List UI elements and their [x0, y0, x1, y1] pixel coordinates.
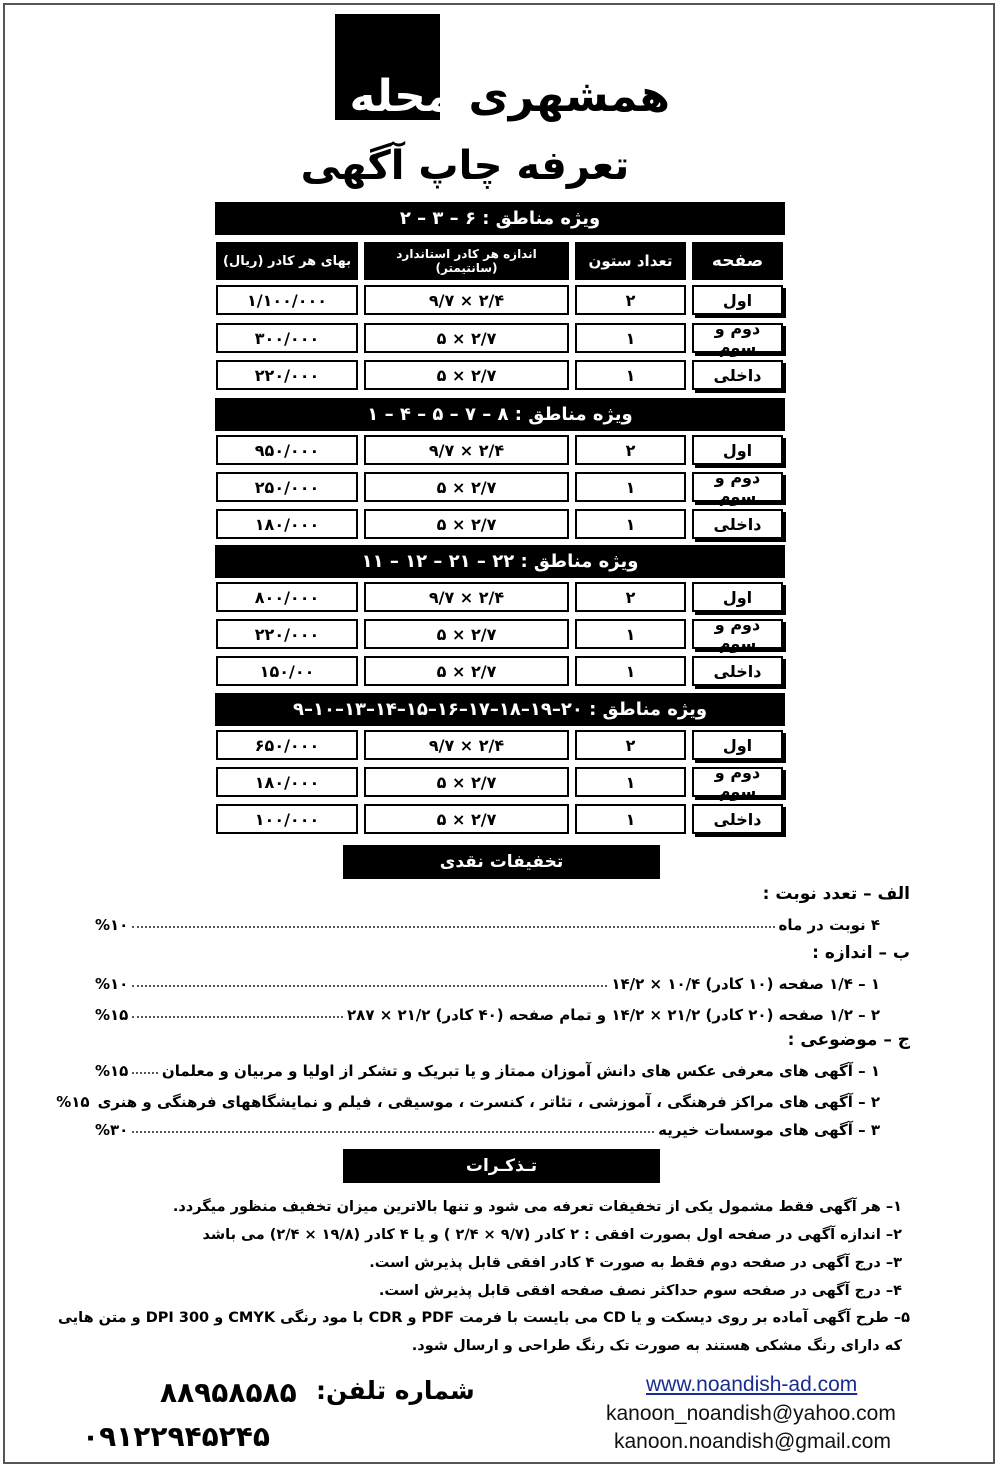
header-size-unit: (سانتیمتر) — [435, 261, 498, 275]
website-link[interactable]: www.noandish-ad.com — [646, 1373, 858, 1396]
discount-text: ۲ – ۱/۲ صفحه (۲۰ کادر) ۲۱/۲ × ۱۴/۲ و تمام صفحه (۴۰ کادر) ۲۱/۲ × ۲۸۷ — [347, 1006, 880, 1024]
cell-size: ۲/۷ × ۵ — [364, 509, 569, 539]
cell-page: داخلی — [692, 656, 783, 686]
dotted-leader — [132, 926, 774, 928]
cell-size: ۲/۷ × ۵ — [364, 360, 569, 390]
cell-page: داخلی — [692, 509, 783, 539]
cell-size: ۲/۴ × ۹/۷ — [364, 285, 569, 315]
discount-heading-b: ب – اندازه : — [812, 943, 910, 963]
note-item: ۲– اندازه آگهی در صفحه اول بصورت افقی : ۲ کادر (۹/۷ × ۲/۴ ) و یا ۴ کادر (۱۹/۸ × ۲/۴) می باشد — [202, 1227, 902, 1243]
cell-size: ۲/۷ × ۵ — [364, 619, 569, 649]
cell-price: ۲۵۰/۰۰۰ — [216, 472, 358, 502]
discount-heading-c: ج – موضوعی : — [787, 1030, 910, 1050]
phone-label: شماره تلفن: — [316, 1376, 475, 1405]
cell-columns: ۱ — [575, 509, 686, 539]
cell-size: ۲/۷ × ۵ — [364, 767, 569, 797]
cell-page: دوم و سوم — [692, 767, 783, 797]
zone-title-band: ویژه مناطق : ۲۰–۱۹–۱۸–۱۷–۱۶–۱۵–۱۴–۱۳–۱۰–۹ — [215, 693, 785, 726]
cell-size: ۲/۷ × ۵ — [364, 472, 569, 502]
discount-percent: %۱۰ — [95, 916, 129, 934]
discount-line — [95, 1113, 880, 1139]
discount-line — [95, 908, 880, 934]
zone-title-band: ویژه مناطق : ۲۲ – ۲۱ – ۱۲ – ۱۱ — [215, 545, 785, 578]
discount-percent: %۳۰ — [95, 1121, 129, 1139]
header-size-label: اندازه هر کادر استاندارد — [396, 247, 537, 261]
discount-heading-a: الف – تعدد نوبت : — [762, 884, 910, 904]
zone-title-band: ویژه مناطق : ۶ – ۳ – ۲ — [215, 202, 785, 235]
header-price-label: بهای هر کادر (ریال) — [223, 253, 351, 269]
cell-price: ۱/۱۰۰/۰۰۰ — [216, 285, 358, 315]
header-size — [364, 242, 569, 280]
discount-percent: %۱۵ — [95, 1006, 129, 1024]
page-title: تعرفه چاپ آگهی — [300, 143, 630, 189]
discount-line — [95, 1054, 880, 1080]
note-item: ۳– درج آگهی در صفحه دوم فقط به صورت ۴ کادر افقی قابل پذیرش است. — [369, 1255, 902, 1271]
discount-percent: %۱۰ — [95, 975, 129, 993]
cell-page: دوم و سوم — [692, 472, 783, 502]
cell-columns: ۲ — [575, 435, 686, 465]
note-item: ۱– هر آگهی فقط مشمول یکی از تخفیفات تعرفه می شود و تنها بالاترین میزان تخفیف منظور میگردد. — [172, 1199, 902, 1215]
cell-price: ۹۵۰/۰۰۰ — [216, 435, 358, 465]
cell-page: اول — [692, 435, 783, 465]
discount-line — [56, 1085, 880, 1111]
discount-text: ۴ نوبت در ماه — [778, 916, 880, 934]
cell-columns: ۱ — [575, 619, 686, 649]
phone-number-2[interactable]: ۰۹۱۲۲۹۴۵۲۴۵ — [82, 1420, 270, 1453]
cell-price: ۱۸۰/۰۰۰ — [216, 767, 358, 797]
cell-size: ۲/۴ × ۹/۷ — [364, 582, 569, 612]
cell-columns: ۱ — [575, 323, 686, 353]
cell-columns: ۱ — [575, 804, 686, 834]
notes-title: تـذکـرات — [343, 1149, 660, 1183]
cell-size: ۲/۷ × ۵ — [364, 804, 569, 834]
cell-page: اول — [692, 730, 783, 760]
logo-text — [335, 72, 670, 122]
dotted-leader — [132, 1131, 654, 1133]
cell-page: دوم و سوم — [692, 323, 783, 353]
header-page-label: صفحه — [711, 251, 764, 271]
cell-columns: ۱ — [575, 656, 686, 686]
cell-columns: ۲ — [575, 285, 686, 315]
cell-columns: ۱ — [575, 767, 686, 797]
discount-percent: %۱۵ — [56, 1093, 90, 1111]
cell-price: ۲۲۰/۰۰۰ — [216, 619, 358, 649]
cell-price: ۱۸۰/۰۰۰ — [216, 509, 358, 539]
logo-text-box: محله — [349, 71, 454, 122]
email-yahoo[interactable]: kanoon_noandish@yahoo.com — [606, 1402, 896, 1425]
cell-columns: ۱ — [575, 360, 686, 390]
zone-title-band: ویژه مناطق : ۸ – ۷ – ۵ – ۴ – ۱ — [215, 398, 785, 431]
header-columns — [575, 242, 686, 280]
cell-page: اول — [692, 285, 783, 315]
discount-line — [95, 998, 880, 1024]
dotted-leader — [132, 985, 607, 987]
discounts-title: تخفیفات نقدی — [343, 845, 660, 879]
cell-price: ۸۰۰/۰۰۰ — [216, 582, 358, 612]
cell-columns: ۲ — [575, 582, 686, 612]
cell-columns: ۲ — [575, 730, 686, 760]
discount-text: ۲ – آگهی های مراکز فرهنگی ، آموزشی ، تئاتر ، کنسرت ، موسیقی ، فیلم و نمایشگاههای فرهنگی و هنری — [97, 1093, 880, 1111]
dotted-leader — [132, 1016, 343, 1018]
cell-price: ۱۰۰/۰۰۰ — [216, 804, 358, 834]
dotted-leader — [132, 1072, 158, 1074]
note-item: ۴– درج آگهی در صفحه سوم حداکثر نصف صفحه افقی قابل پذیرش است. — [378, 1283, 902, 1299]
logo-text-main: همشهری — [468, 71, 670, 122]
email-gmail[interactable]: kanoon.noandish@gmail.com — [614, 1430, 891, 1453]
cell-price: ۳۰۰/۰۰۰ — [216, 323, 358, 353]
header-columns-label: تعداد ستون — [588, 252, 673, 270]
discount-line — [95, 967, 880, 993]
discount-text: ۱ – ۱/۴ صفحه (۱۰ کادر) ۱۰/۴ × ۱۴/۲ — [611, 975, 880, 993]
note-item: ۵– طرح آگهی آماده بر روی دیسکت و یا CD می بایست با فرمت PDF و CDR با مود رنگی CMYK و 300 DPI و متن هایی — [58, 1310, 910, 1326]
cell-columns: ۱ — [575, 472, 686, 502]
cell-page: دوم و سوم — [692, 619, 783, 649]
note-item: که دارای رنگ مشکی هستند به صورت تک رنگ طراحی و ارسال شود. — [411, 1338, 902, 1354]
cell-page: اول — [692, 582, 783, 612]
cell-size: ۲/۷ × ۵ — [364, 656, 569, 686]
header-price — [216, 242, 358, 280]
cell-price: ۱۵۰/۰۰ — [216, 656, 358, 686]
cell-size: ۲/۴ × ۹/۷ — [364, 435, 569, 465]
cell-size: ۲/۴ × ۹/۷ — [364, 730, 569, 760]
discount-text: ۳ – آگهی های موسسات خیریه — [658, 1121, 880, 1139]
cell-page: داخلی — [692, 360, 783, 390]
cell-size: ۲/۷ × ۵ — [364, 323, 569, 353]
cell-price: ۶۵۰/۰۰۰ — [216, 730, 358, 760]
logo — [335, 14, 670, 124]
cell-page: داخلی — [692, 804, 783, 834]
discount-percent: %۱۵ — [95, 1062, 129, 1080]
discount-text: ۱ – آگهی های معرفی عکس های دانش آموزان ممتاز و یا تبریک و تشکر از اولیا و مربیان و معلمان — [161, 1062, 880, 1080]
cell-price: ۲۲۰/۰۰۰ — [216, 360, 358, 390]
phone-number-1[interactable]: ۸۸۹۵۸۵۸۵ — [160, 1376, 297, 1409]
header-page — [692, 242, 783, 280]
